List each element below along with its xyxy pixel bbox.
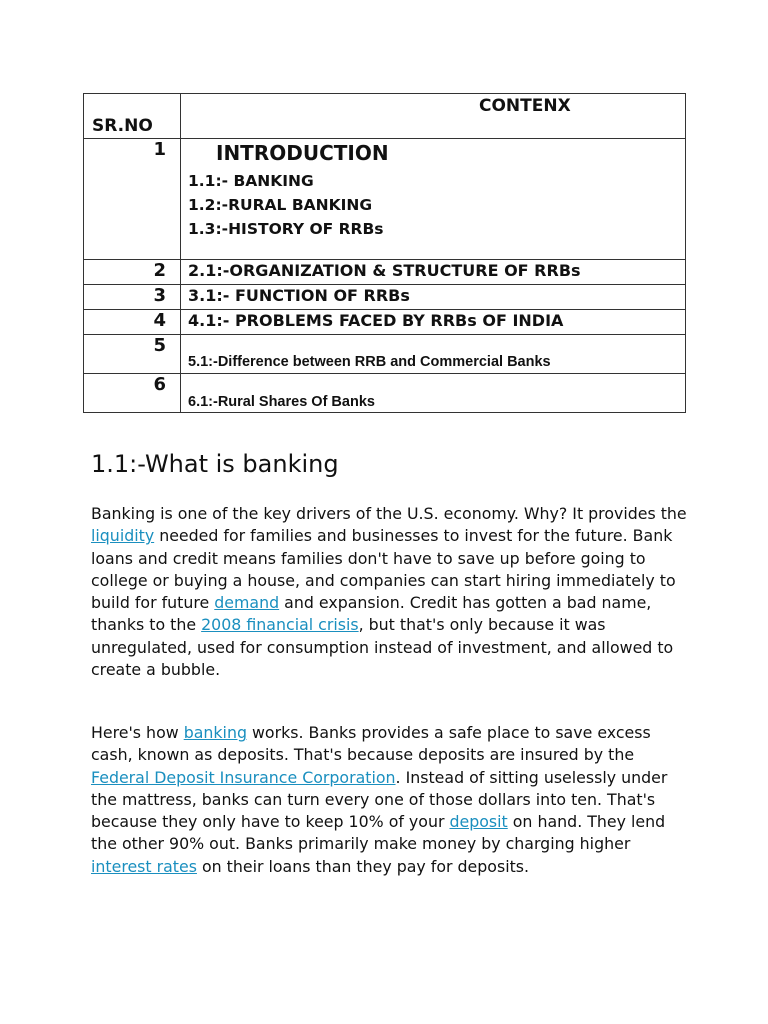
toc-row-number-cell (84, 374, 181, 413)
toc-row-number: 6 (153, 374, 166, 395)
link-banking[interactable]: banking (183, 723, 247, 742)
paragraph-text: Banking is one of the key drivers of the U.S. economy. Why? It provides the (91, 504, 687, 523)
toc-row-number: 5 (153, 335, 166, 356)
paragraph-how-banking-works (91, 722, 691, 878)
link-fdic[interactable]: Federal Deposit Insurance Corporation (91, 767, 396, 787)
toc-row (84, 139, 686, 260)
toc-row-text: 2.1:-ORGANIZATION & STRUCTURE OF RRBs (181, 260, 686, 285)
paragraph-text: on hand. They lend the other 90% out. Banks primarily make money by charging higher (91, 812, 666, 854)
toc-row-number-cell (84, 285, 181, 310)
paragraph-text: Here's how (91, 723, 184, 742)
toc-row (84, 335, 686, 374)
link-financial-crisis[interactable]: 2008 financial crisis (201, 615, 359, 635)
toc-row-number-cell (84, 335, 181, 374)
toc-row (84, 285, 686, 310)
paragraph-text: and expansion. Credit has gotten a bad name, thanks to the (91, 593, 652, 635)
paragraph-text: . Instead of sitting uselessly under the mattress, banks can turn every one of those dollars into ten. That's because they only have to keep 10% of your (91, 767, 668, 832)
toc-row-text: 4.1:- PROBLEMS FACED BY RRBs OF INDIA (181, 310, 686, 335)
toc-row-number: 4 (153, 310, 166, 331)
toc-row-number-cell (84, 310, 181, 335)
toc-header-contents-cell (181, 94, 686, 139)
paragraph-text: needed for families and businesses to invest for the future. Bank loans and credit means families don't have to save up before going to college or buying a house, and companies can start hiring immediately to build for future (91, 526, 676, 613)
toc-subitem: 1.1:- BANKING (188, 172, 314, 190)
toc-row-number: 3 (153, 285, 166, 306)
toc-row-number-cell (84, 260, 181, 285)
toc-introduction-title: INTRODUCTION (216, 141, 389, 165)
toc-header-row (84, 94, 686, 139)
toc-header-contents: CONTENX (479, 96, 571, 116)
paragraph-text: works. Banks provides a safe place to save excess cash, known as deposits. That's because deposits are insured by the (91, 723, 651, 765)
toc-row (84, 310, 686, 335)
toc-subitem: 1.2:-RURAL BANKING (188, 196, 373, 214)
toc-row-content-cell (181, 139, 686, 260)
toc-row-text: 5.1:-Difference between RRB and Commercial Banks (181, 335, 686, 374)
table-of-contents (83, 93, 686, 413)
link-interest-rates[interactable]: interest rates (91, 856, 197, 876)
link-demand[interactable]: demand (214, 593, 280, 613)
toc-row-number-cell (84, 139, 181, 260)
toc-row (84, 374, 686, 413)
toc-row-number: 1 (153, 139, 166, 160)
toc-row-text: 6.1:-Rural Shares Of Banks (181, 374, 686, 413)
toc-subitem: 1.3:-HISTORY OF RRBs (188, 220, 384, 238)
paragraph-text: on their loans than they pay for deposits. (196, 856, 530, 876)
paragraph-banking-drivers (91, 503, 691, 681)
link-deposit[interactable]: deposit (449, 812, 508, 832)
link-liquidity[interactable]: liquidity (91, 526, 155, 546)
toc-row-text: 3.1:- FUNCTION OF RRBs (181, 285, 686, 310)
toc-header-srno-cell (84, 94, 181, 139)
paragraph-text: , but that's only because it was unregulated, used for consumption instead of investment, and allowed to create a bubble. (91, 615, 674, 680)
section-heading: 1.1:-What is banking (91, 450, 339, 478)
toc-header-srno: SR.NO (92, 116, 153, 136)
toc-row-number: 2 (153, 260, 166, 281)
toc-row (84, 260, 686, 285)
